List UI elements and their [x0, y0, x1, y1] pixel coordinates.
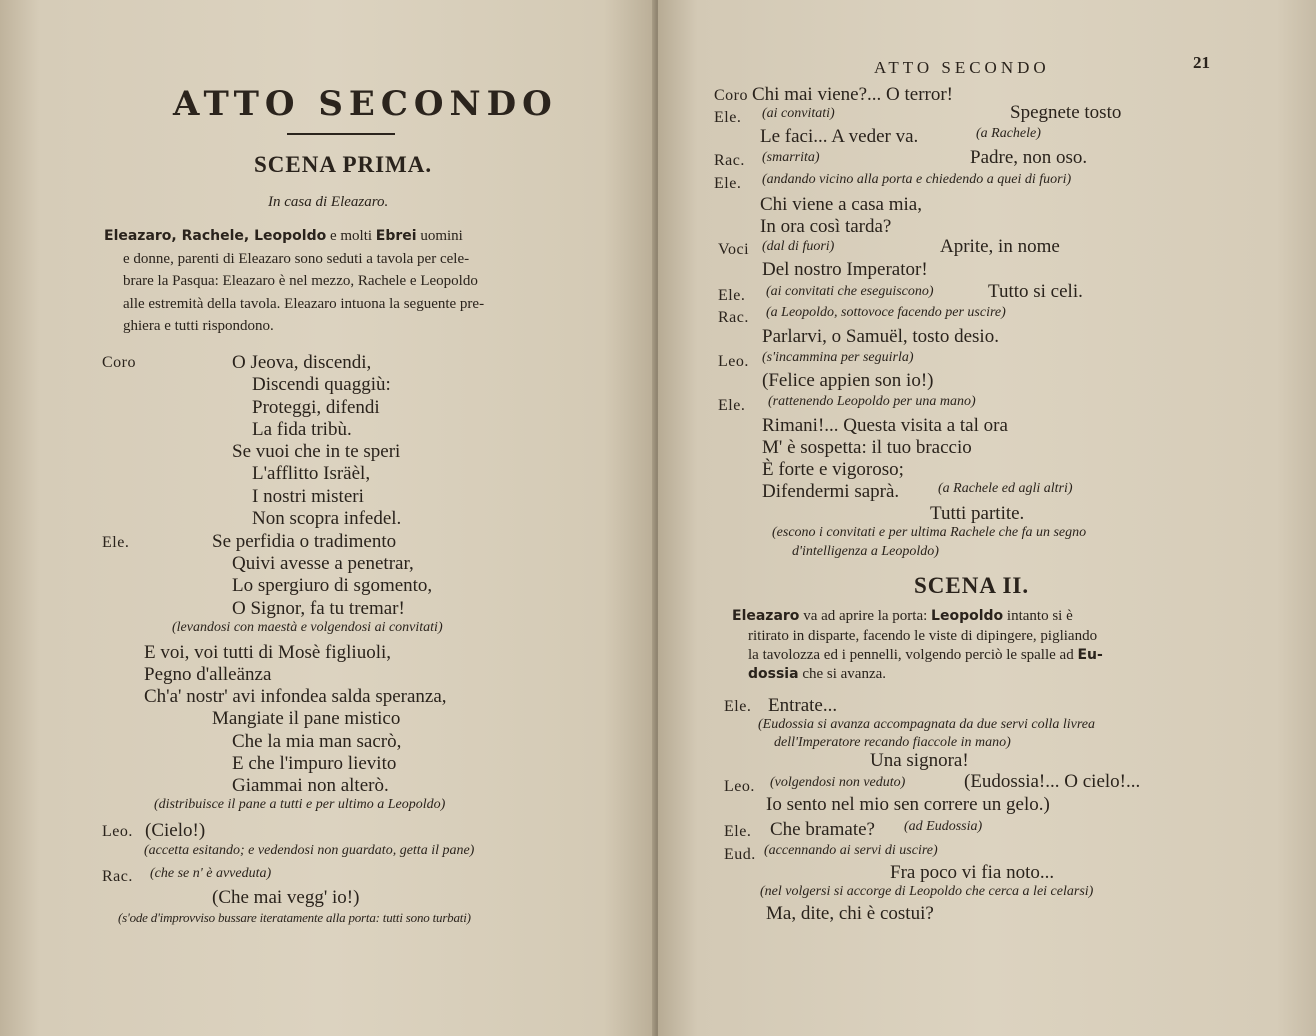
verse-line: Che bramate? [770, 819, 875, 840]
verse-line: Spegnete tosto [1010, 102, 1122, 123]
intro-name: Leopoldo [931, 608, 1004, 624]
stage-direction: dell'Imperatore recando fiaccole in mano) [774, 735, 1011, 750]
verse-line: (Che mai vegg' io!) [212, 887, 360, 908]
stage-direction: (rattenendo Leopoldo per una mano) [768, 394, 976, 409]
stage-direction: (ai convitati che eseguiscono) [766, 284, 934, 299]
verse-line: Chi mai viene?... O terror! [752, 84, 954, 105]
speaker: Ele. [718, 287, 746, 304]
speaker: Rac. [714, 152, 745, 169]
left-page [0, 0, 656, 1036]
verse-line: Del nostro Imperator! [762, 259, 928, 280]
verse-line: Mangiate il pane mistico [212, 708, 401, 729]
stage-direction: (a Rachele) [976, 126, 1041, 141]
verse-line: Tutto si celi. [988, 281, 1083, 302]
stage-direction: (dal di fuori) [762, 239, 835, 254]
verse-line: In ora così tarda? [760, 216, 892, 237]
verse-line: Proteggi, difendi [252, 397, 380, 418]
verse-line: Rimani!... Questa visita a tal ora [762, 415, 1008, 436]
stage-direction: (escono i convitati e per ultima Rachele che fa un segno [772, 525, 1087, 540]
speaker: Ele. [714, 175, 742, 192]
stage-direction: (levandosi con maestà e volgendosi ai convitati) [172, 620, 443, 635]
intro-line-1 [104, 225, 463, 248]
intro-name: Eu- [1077, 647, 1103, 663]
speaker: Leo. [718, 353, 749, 370]
verse-line: Entrate... [768, 695, 838, 716]
verse-line: Giammai non alterò. [232, 775, 389, 796]
intro-text: la tavolozza ed i pennelli, volgendo perciò le spalle ad [748, 647, 1074, 663]
stage-direction: (a Rachele ed agli altri) [938, 481, 1073, 496]
stage-direction: (ai convitati) [762, 106, 835, 121]
verse-line: Lo spergiuro di sgomento, [232, 575, 433, 596]
scene-2-intro-line-2: ritirato in disparte, facendo le viste di dipingere, pigliando [748, 628, 1098, 644]
verse-line: Le faci... A veder va. [760, 126, 919, 147]
title-rule [287, 133, 395, 135]
verse-line: (Felice appien son io!) [762, 370, 934, 391]
speaker: Ele. [724, 823, 752, 840]
scene-location: In casa di Eleazaro. [268, 194, 389, 210]
verse-line: Ma, dite, chi è costui? [766, 903, 934, 924]
running-header: ATTO SECONDO [874, 58, 1050, 77]
verse-line: Se vuoi che in te speri [232, 441, 401, 462]
verse-line: Che la mia man sacrò, [232, 731, 402, 752]
stage-direction: d'intelligenza a Leopoldo) [792, 544, 939, 559]
intro-text-1: e molti [329, 228, 373, 244]
verse-line: Fra poco vi fia noto... [890, 862, 1055, 883]
verse-line: La fida tribù. [252, 419, 352, 440]
stage-direction: (a Leopoldo, sottovoce facendo per uscire) [766, 305, 1006, 320]
speaker-rac: Rac. [102, 868, 133, 885]
verse-line: Aprite, in nome [940, 236, 1060, 257]
verse-line: È forte e vigoroso; [762, 459, 904, 480]
verse-line: Discendi quaggiù: [252, 374, 391, 395]
right-page [658, 0, 1316, 1036]
verse-line: (Cielo!) [145, 820, 206, 841]
speaker-coro: Coro [102, 354, 136, 371]
verse-line: L'afflitto Isräèl, [252, 463, 371, 484]
stage-direction: (smarrita) [762, 150, 820, 165]
stage-direction: (volgendosi non veduto) [770, 775, 906, 790]
speaker: Leo. [724, 778, 755, 795]
verse-line: I nostri misteri [252, 486, 364, 507]
stage-direction: (s'incammina per seguirla) [762, 350, 914, 365]
verse-line: Pegno d'alleänza [144, 664, 272, 685]
verse-line: E che l'impuro lievito [232, 753, 397, 774]
verse-line: Ch'a' nostr' avi infondea salda speranza, [144, 686, 447, 707]
stage-direction: (distribuisce il pane a tutti e per ultimo a Leopoldo) [154, 797, 446, 812]
intro-text: che si avanza. [802, 666, 887, 682]
verse-line: Parlarvi, o Samuël, tosto desio. [762, 326, 999, 347]
verse-line: M' è sospetta: il tuo braccio [762, 437, 972, 458]
stage-direction: (ad Eudossia) [904, 819, 983, 834]
verse-line: (Eudossia!... O cielo!... [964, 771, 1141, 792]
intro-line-5: ghiera e tutti rispondono. [123, 318, 274, 334]
stage-direction: (accetta esitando; e vedendosi non guardato, getta il pane) [144, 843, 475, 858]
intro-line-3: brare la Pasqua: Eleazaro è nel mezzo, Rachele e Leopoldo [123, 273, 478, 289]
verse-line: Se perfidia o tradimento [212, 531, 397, 552]
intro-text: va ad aprire la porta: [803, 608, 928, 624]
verse-line: Tutti partite. [930, 503, 1025, 524]
page-number: 21 [1193, 53, 1210, 72]
speaker: Voci [718, 241, 750, 258]
stage-direction: (Eudossia si avanza accompagnata da due servi colla livrea [758, 717, 1095, 732]
stage-direction: (che se n' è avveduta) [150, 866, 272, 881]
scene-2-title: SCENA II. [914, 573, 1030, 598]
verse-line: O Jeova, discendi, [232, 352, 372, 373]
scene-title: SCENA PRIMA. [254, 152, 433, 177]
intro-names-2: Ebrei [375, 228, 417, 244]
speaker: Coro [714, 87, 748, 104]
speaker: Eud. [724, 846, 756, 863]
verse-line: Io sento nel mio sen correre un gelo.) [766, 794, 1050, 815]
verse-line: Quivi avesse a penetrar, [232, 553, 414, 574]
stage-direction: (accennando ai servi di uscire) [764, 843, 938, 858]
stage-direction: (s'ode d'improvviso bussare iteratamente alla porta: tutti sono turbati) [118, 910, 471, 925]
speaker-leo: Leo. [102, 823, 133, 840]
speaker: Ele. [714, 109, 742, 126]
verse-line: Difendermi saprà. [762, 481, 900, 502]
intro-name: Eleazaro [732, 608, 800, 624]
speaker: Ele. [718, 397, 746, 414]
intro-text: intanto si è [1006, 608, 1073, 624]
verse-line: Non scopra infedel. [252, 508, 402, 529]
stage-direction: (nel volgersi si accorge di Leopoldo che cerca a lei celarsi) [760, 884, 1094, 899]
act-title: ATTO SECONDO [173, 84, 558, 124]
intro-line-2: e donne, parenti di Eleazaro sono seduti a tavola per cele- [123, 251, 470, 267]
verse-line: Padre, non oso. [970, 147, 1088, 168]
speaker-ele: Ele. [102, 534, 130, 551]
verse-line: O Signor, fa tu tremar! [232, 598, 405, 619]
speaker: Ele. [724, 698, 752, 715]
intro-line-4: alle estremità della tavola. Eleazaro intuona la seguente pre- [123, 296, 485, 312]
intro-text-2: uomini [420, 228, 463, 244]
intro-names-1: Eleazaro, Rachele, Leopoldo [104, 228, 327, 244]
stage-direction: (andando vicino alla porta e chiedendo a quei di fuori) [762, 172, 1072, 187]
verse-line: Una signora! [870, 750, 969, 771]
scene-2-intro-line-4 [748, 663, 886, 686]
intro-name: dossia [748, 666, 799, 682]
verse-line: Chi viene a casa mia, [760, 194, 922, 215]
speaker: Rac. [718, 309, 749, 326]
verse-line: E voi, voi tutti di Mosè figliuoli, [144, 642, 391, 663]
